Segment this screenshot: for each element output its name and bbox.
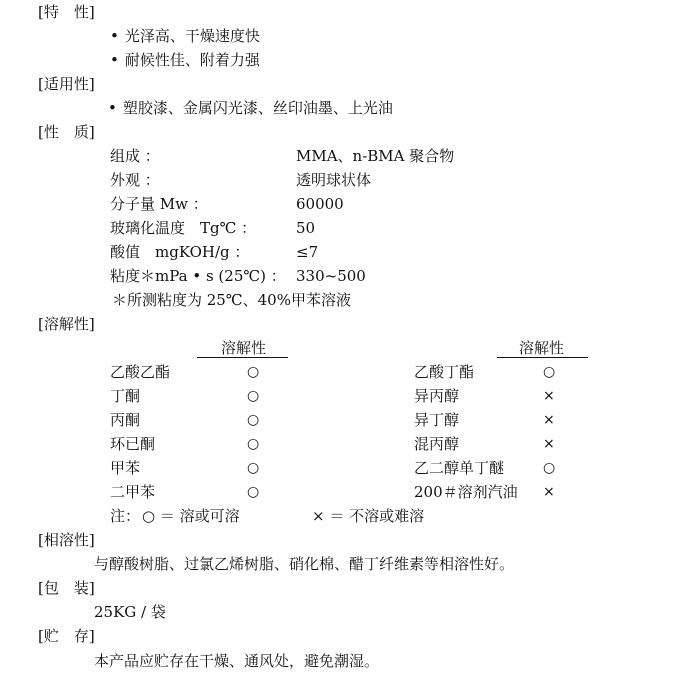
applicability-item: • 塑胶漆、金属闪光漆、丝印油墨、上光油	[108, 98, 393, 118]
features-header: [特 性]	[38, 3, 95, 21]
solvent-name: 乙酸乙酯	[110, 363, 171, 381]
feature-item: • 耐候性佳、附着力强	[110, 50, 260, 70]
property-label: 组成 ：	[110, 147, 160, 165]
compatibility-header: [相溶性]	[38, 531, 95, 549]
solubility-column-header-left: 溶解性	[197, 338, 288, 358]
solubility-header: [溶解性]	[38, 315, 95, 333]
solvent-name: 二甲苯	[110, 483, 156, 501]
solubility-mark: ×	[543, 436, 555, 452]
solubility-mark: ○	[247, 460, 260, 476]
solvent-name: 甲苯	[110, 459, 141, 477]
solubility-mark: ○	[247, 436, 260, 452]
solubility-mark: ×	[543, 484, 555, 500]
solvent-name: 环已酮	[110, 435, 156, 453]
property-label: 外观 ：	[110, 171, 160, 189]
solvent-name: 200＃溶剂汽油	[414, 483, 518, 501]
compatibility-text: 与醇酸树脂、过氯乙烯树脂、硝化棉、醋丁纤维素等相溶性好。	[94, 555, 515, 573]
solvent-name: 异丙醇	[414, 387, 460, 405]
property-label: 粘度＊mPa • s (25℃) ：	[110, 267, 286, 285]
solvent-name: 乙酸丁酯	[414, 363, 475, 381]
feature-item: • 光泽高、干燥速度快	[110, 26, 260, 46]
solubility-mark: ○	[247, 412, 260, 428]
solubility-mark: ×	[543, 388, 555, 404]
property-value: 透明球状体	[296, 171, 372, 189]
property-value: 330~500	[296, 267, 366, 285]
property-value: 50	[296, 219, 316, 237]
packaging-header: [包 装]	[38, 579, 95, 597]
property-value: ≤7	[296, 243, 319, 261]
solubility-legend-prefix: 注：	[110, 507, 141, 525]
solubility-mark: ○	[247, 484, 260, 500]
solubility-mark: ○	[543, 460, 556, 476]
property-label: 酸值 mgKOH/g ：	[110, 243, 250, 261]
storage-header: [贮 存]	[38, 627, 95, 645]
property-label: 玻璃化温度 Tg℃ ：	[110, 219, 257, 237]
property-label: 分子量 Mw ：	[110, 195, 208, 213]
applicability-header: [适用性]	[38, 75, 95, 93]
properties-header: [性 质]	[38, 123, 95, 141]
property-value: MMA、n-BMA 聚合物	[296, 147, 455, 165]
solvent-name: 混丙醇	[414, 435, 460, 453]
solubility-mark: ○	[543, 364, 556, 380]
solvent-name: 丙酮	[110, 411, 141, 429]
solubility-mark: ○	[247, 388, 260, 404]
solubility-mark: ×	[543, 412, 555, 428]
solvent-name: 丁酮	[110, 387, 141, 405]
solvent-name: 乙二醇单丁醚	[414, 459, 505, 477]
solvent-name: 异丁醇	[414, 411, 460, 429]
solubility-column-header-right: 溶解性	[497, 338, 588, 358]
viscosity-note: ＊所测粘度为 25℃、40%甲苯溶液	[112, 291, 351, 309]
property-value: 60000	[296, 195, 344, 213]
solubility-legend-soluble: ○ ＝ 溶或可溶	[142, 507, 240, 525]
solubility-mark: ○	[247, 364, 260, 380]
packaging-text: 25KG / 袋	[94, 603, 166, 621]
storage-text: 本产品应贮存在干燥、通风处，避免潮湿。	[94, 652, 380, 670]
solubility-legend-insoluble: × ＝ 不溶或难溶	[312, 507, 425, 525]
